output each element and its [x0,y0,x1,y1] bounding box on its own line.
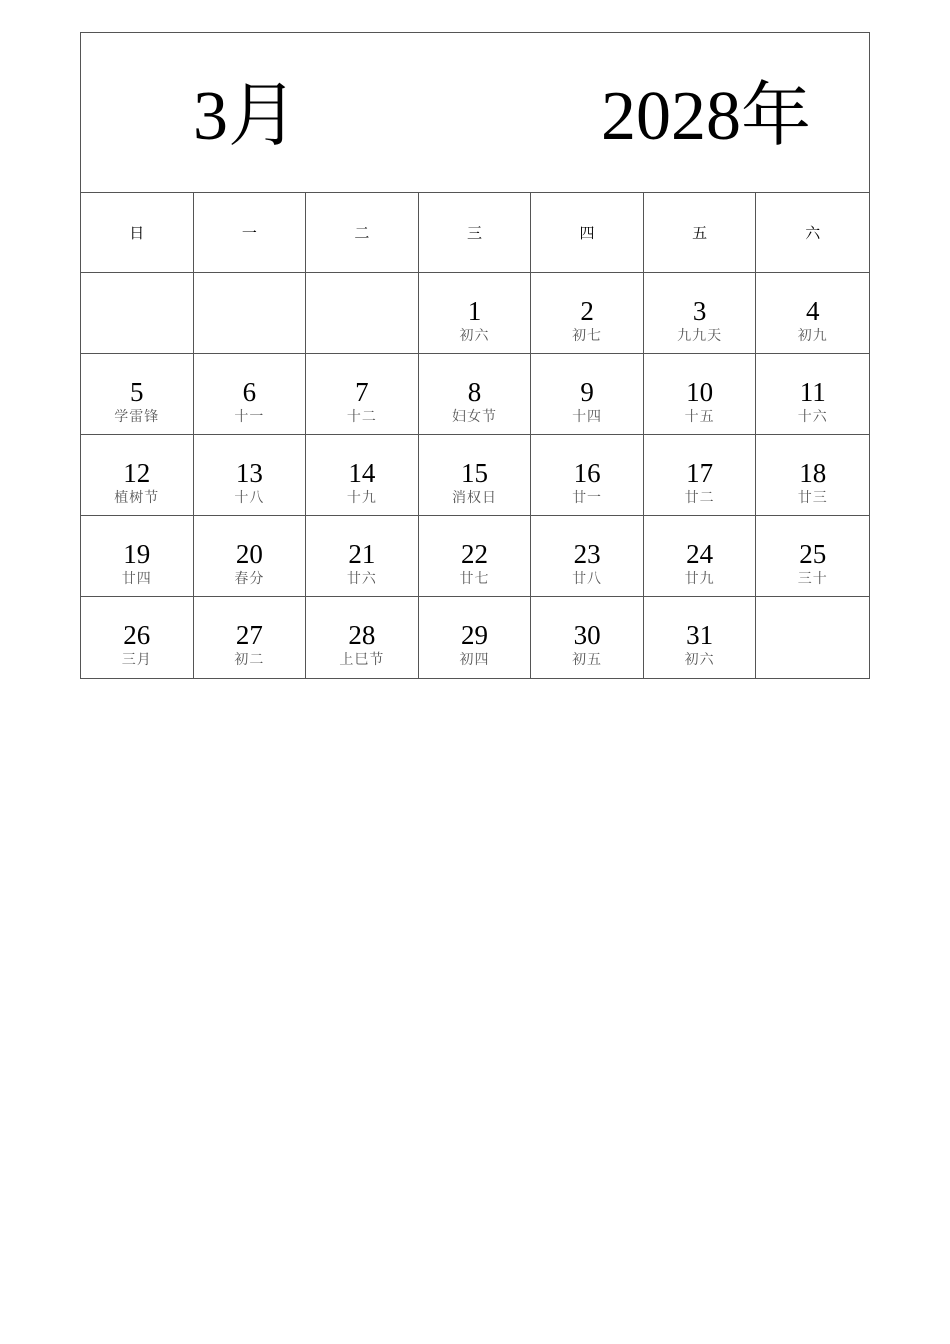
weekday-header: 三 [419,193,532,273]
day-number: 16 [573,458,601,488]
calendar-header [81,33,869,193]
lunar-date: 廿二 [684,490,715,506]
day-number: 26 [123,620,151,650]
day-cell [81,516,194,597]
day-number: 21 [348,539,376,569]
lunar-date: 初七 [572,328,603,344]
lunar-date: 十一 [234,409,265,425]
lunar-date: 上巳节 [339,652,385,668]
day-cell [531,273,644,354]
lunar-date: 十二 [346,409,377,425]
lunar-date: 初五 [572,652,603,668]
lunar-date: 十五 [684,409,715,425]
lunar-date: 初四 [459,652,490,668]
weekday-header: 日 [81,193,194,273]
day-cell [531,516,644,597]
day-number: 2 [580,296,594,326]
day-number: 4 [805,296,820,326]
day-cell [756,354,869,435]
weekday-header: 五 [644,193,757,273]
day-cell [81,597,194,678]
day-number: 29 [460,620,488,650]
lunar-date: 初六 [459,328,490,344]
lunar-date: 十六 [797,409,828,425]
day-number: 31 [686,620,714,650]
weekday-header: 二 [306,193,419,273]
day-number: 15 [460,458,488,488]
day-cell [756,516,869,597]
calendar [80,32,870,679]
day-cell [194,516,307,597]
lunar-date: 三月 [121,652,152,668]
lunar-date: 初六 [684,652,715,668]
day-cell [644,516,757,597]
lunar-date: 植树节 [114,490,160,506]
day-cell [419,597,532,678]
day-number: 24 [686,539,714,569]
day-number: 1 [467,296,482,326]
day-number: 18 [799,458,827,488]
weekday-header: 一 [194,193,307,273]
day-number: 19 [123,539,151,569]
lunar-date: 消权日 [451,490,497,506]
day-number: 25 [799,539,827,569]
day-number: 14 [348,458,376,488]
lunar-date: 廿八 [572,571,603,587]
day-number: 9 [580,377,594,407]
lunar-date: 十九 [346,490,377,506]
day-cell [756,273,869,354]
month-title: 3月 [193,78,298,155]
empty-day-cell [306,273,419,354]
lunar-date: 廿七 [459,571,490,587]
day-number: 13 [235,458,263,488]
day-number: 23 [573,539,601,569]
day-number: 20 [235,539,263,569]
day-cell [81,354,194,435]
day-number: 27 [235,620,263,650]
day-cell [644,597,757,678]
lunar-date: 春分 [234,571,265,587]
lunar-date: 初二 [234,652,265,668]
day-number: 8 [467,377,482,407]
day-number: 3 [692,296,707,326]
day-cell [306,435,419,516]
lunar-date: 廿一 [572,490,603,506]
lunar-date: 初九 [797,328,828,344]
lunar-date: 十八 [234,490,265,506]
day-number: 12 [123,458,151,488]
empty-day-cell [81,273,194,354]
weekday-header: 四 [531,193,644,273]
lunar-date: 妇女节 [451,409,497,425]
day-number: 30 [573,620,601,650]
day-cell [419,435,532,516]
lunar-date: 学雷锋 [114,409,160,425]
empty-day-cell [756,597,869,678]
day-number: 5 [130,377,144,407]
day-number: 6 [242,377,257,407]
day-cell [306,354,419,435]
calendar-grid [81,193,869,678]
day-cell [419,273,532,354]
day-cell [194,354,307,435]
lunar-date: 廿九 [684,571,715,587]
lunar-date: 廿四 [121,571,152,587]
lunar-date: 廿六 [346,571,377,587]
day-number: 7 [355,377,369,407]
day-cell [306,516,419,597]
day-cell [531,597,644,678]
day-cell [756,435,869,516]
day-number: 17 [686,458,714,488]
day-cell [81,435,194,516]
day-number: 22 [460,539,488,569]
lunar-date: 廿三 [797,490,828,506]
day-cell [419,516,532,597]
day-cell [419,354,532,435]
day-cell [644,435,757,516]
day-cell [194,435,307,516]
day-cell [531,354,644,435]
lunar-date: 十四 [572,409,603,425]
day-cell [644,273,757,354]
lunar-date: 三十 [797,571,828,587]
day-cell [644,354,757,435]
weekday-header: 六 [756,193,869,273]
day-cell [194,597,307,678]
empty-day-cell [194,273,307,354]
lunar-date: 九九天 [677,328,723,344]
day-cell [531,435,644,516]
day-cell [306,597,419,678]
year-title: 2028年 [601,78,811,155]
day-number: 11 [799,377,826,407]
day-number: 28 [348,620,376,650]
day-number: 10 [686,377,714,407]
